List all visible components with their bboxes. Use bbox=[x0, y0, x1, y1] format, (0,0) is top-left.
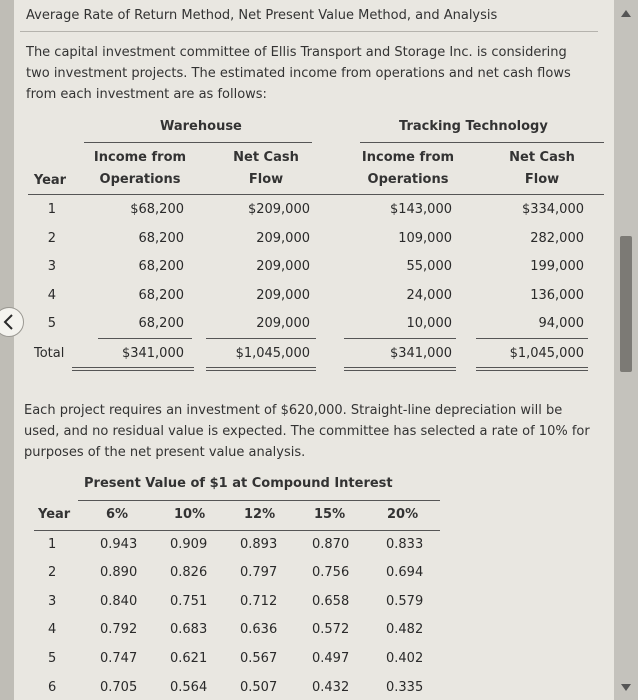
sum-rule bbox=[476, 338, 588, 339]
document-page: Average Rate of Return Method, Net Present Value Method, and Analysis The capital investment committee of Ellis Transport and Storage Inc. is considering two investment projects. The estimated income from operations and net cash flows from each investment are as follows: Warehouse Tracking Technology Year Income from Operations Net Cash Flow Income from Operations Net Cash Flow 1 $68,200 $209,000 $143,000 $334,000 2 68,200 209,000 109,000 282,000 3 68,200 209,000 55,000 199,000 4 68,200 209,000 24,000 136,000 5 68,200 209,000 10,000 94,000 Total $341,000 $1,045,000 $341,000 $1,045,000 Each project requires an investment of $620,000. Straight-line depreciation will be used, and no residual value is expected. The committee has selected a rate of 10% for purposes of the net present value analysis. Present Value of $1 at Compound Interest Year 6% 10% 12% 15% 20% 1 0.943 0.909 0.893 0.870 0.833 2 0.890 0.826 0.797 0.756 0.694 3 0.840 0.751 0.712 0.658 0.579 4 0.792 0.683 0.636 0.572 0.482 5 0.747 0.621 0.567 0.497 0.402 6 0.705 0.564 0.507 0.432 0.335 bbox=[14, 0, 614, 700]
vertical-scrollbar[interactable] bbox=[614, 0, 638, 700]
pv-header-20: 20% bbox=[387, 507, 419, 522]
col-header-tt-cash: Net Cash Flow bbox=[509, 150, 575, 187]
pv-title-rule bbox=[78, 500, 440, 501]
sum-rule bbox=[98, 338, 192, 339]
header-rule bbox=[28, 194, 604, 195]
double-rule bbox=[344, 367, 456, 371]
pv-table-title: Present Value of $1 at Compound Interest bbox=[84, 476, 393, 491]
group-header-warehouse: Warehouse bbox=[160, 119, 242, 134]
col-header-year: Year bbox=[33, 173, 67, 188]
col-header-tt-income: Income from Operations bbox=[361, 150, 455, 187]
scroll-thumb[interactable] bbox=[620, 236, 632, 372]
group-rule-tracking bbox=[360, 142, 604, 143]
sum-rule bbox=[344, 338, 456, 339]
page-title: Average Rate of Return Method, Net Present Value Method, and Analysis bbox=[26, 8, 498, 23]
double-rule bbox=[72, 367, 194, 371]
sum-rule bbox=[206, 338, 316, 339]
investment-paragraph: Each project requires an investment of $620,000. Straight-line depreciation will be used, and no residual value is expected. The committee has selected a rate of 10% for purposes of the net present value analysis. bbox=[24, 403, 590, 460]
scroll-down-arrow-icon[interactable] bbox=[621, 684, 631, 691]
pv-header-10: 10% bbox=[174, 507, 206, 522]
total-label: Total bbox=[34, 346, 65, 361]
col-header-wh-income: Income from Operations bbox=[93, 150, 187, 187]
group-header-tracking: Tracking Technology bbox=[399, 119, 548, 134]
chevron-left-icon bbox=[0, 312, 19, 332]
pv-header-15: 15% bbox=[314, 507, 346, 522]
intro-text: The capital investment committee of Ellis Transport and Storage Inc. is considering two investment projects. The estimated income from operations and net cash flows from each investment are as follows: bbox=[26, 45, 571, 102]
group-rule-warehouse bbox=[84, 142, 312, 143]
title-divider bbox=[20, 31, 598, 32]
scroll-up-arrow-icon[interactable] bbox=[621, 10, 631, 17]
pv-header-year: Year bbox=[38, 507, 71, 522]
col-header-wh-cash: Net Cash Flow bbox=[233, 150, 299, 187]
double-rule bbox=[476, 367, 588, 371]
pv-header-rule bbox=[34, 530, 440, 531]
pv-header-6: 6% bbox=[106, 507, 129, 522]
double-rule bbox=[206, 367, 316, 371]
pv-header-12: 12% bbox=[244, 507, 276, 522]
